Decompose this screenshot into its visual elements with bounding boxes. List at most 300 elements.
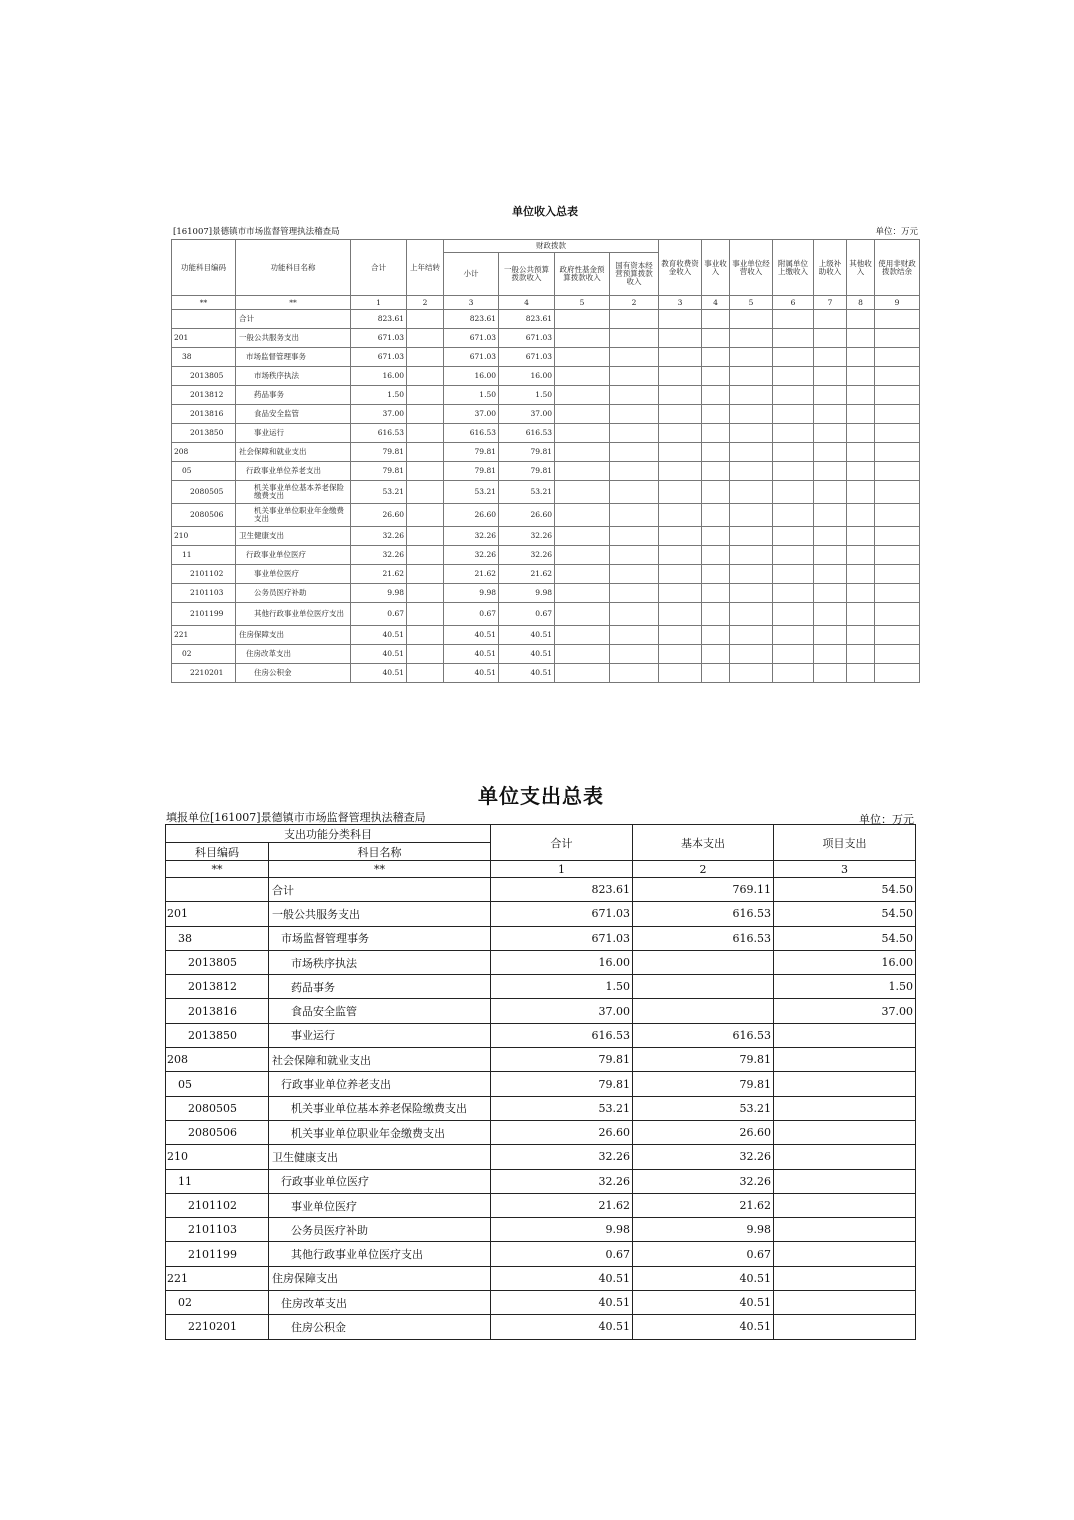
income-empty-cell <box>814 527 847 546</box>
expense-basic-cell <box>633 975 774 999</box>
expense-basic-cell: 26.60 <box>633 1120 774 1144</box>
expense-name-cell: 住房公积金 <box>269 1315 491 1339</box>
income-general-budget-cell: 16.00 <box>499 367 555 386</box>
income-subtotal-cell: 671.03 <box>444 348 499 367</box>
income-index-cell: 7 <box>814 296 847 310</box>
income-header-edu-fee: 教育收费资金收入 <box>659 240 702 296</box>
income-empty-cell <box>730 527 773 546</box>
expense-index-cell: 2 <box>633 861 774 878</box>
expense-basic-cell <box>633 950 774 974</box>
income-header-non-tax: 使用非财政拨款结余 <box>875 240 920 296</box>
expense-project-cell <box>774 1096 916 1120</box>
income-general-budget-cell: 671.03 <box>499 348 555 367</box>
income-table <box>171 239 920 683</box>
income-total-cell: 40.51 <box>351 664 407 683</box>
expense-total-cell: 671.03 <box>491 902 633 926</box>
income-empty-cell <box>773 462 814 481</box>
income-general-budget-cell: 671.03 <box>499 329 555 348</box>
income-empty-cell <box>555 329 610 348</box>
expense-name-cell: 公务员医疗补助 <box>269 1218 491 1242</box>
income-empty-cell <box>847 664 875 683</box>
income-carryover-cell <box>407 405 444 424</box>
income-empty-cell <box>814 405 847 424</box>
income-empty-cell <box>702 443 730 462</box>
income-empty-cell <box>610 546 659 565</box>
income-table-row <box>172 645 920 664</box>
income-empty-cell <box>847 481 875 504</box>
income-table-row <box>172 626 920 645</box>
expense-total-cell: 0.67 <box>491 1242 633 1266</box>
income-empty-cell <box>702 424 730 443</box>
expense-table-title: 单位支出总表 <box>478 784 604 808</box>
income-index-cell: 5 <box>555 296 610 310</box>
expense-table-row <box>166 975 916 999</box>
income-empty-cell <box>659 565 702 584</box>
income-total-cell: 16.00 <box>351 367 407 386</box>
income-subtotal-cell: 1.50 <box>444 386 499 405</box>
expense-code-cell: 2013812 <box>166 975 269 999</box>
income-empty-cell <box>814 603 847 626</box>
income-name-cell: 行政事业单位养老支出 <box>236 462 351 481</box>
income-empty-cell <box>773 664 814 683</box>
income-table-row <box>172 386 920 405</box>
income-empty-cell <box>773 546 814 565</box>
income-name-cell: 食品安全监管 <box>236 405 351 424</box>
income-subtotal-cell: 40.51 <box>444 645 499 664</box>
expense-total-cell: 32.26 <box>491 1169 633 1193</box>
income-subtotal-cell: 32.26 <box>444 546 499 565</box>
income-table-row <box>172 603 920 626</box>
income-empty-cell <box>610 664 659 683</box>
expense-table-row <box>166 1096 916 1120</box>
expense-total-cell: 40.51 <box>491 1266 633 1290</box>
income-subtotal-cell: 37.00 <box>444 405 499 424</box>
income-total-cell: 823.61 <box>351 310 407 329</box>
income-subtotal-cell: 40.51 <box>444 664 499 683</box>
expense-total-cell: 40.51 <box>491 1315 633 1339</box>
expense-code-cell: 2080505 <box>166 1096 269 1120</box>
income-index-cell: 5 <box>730 296 773 310</box>
income-table-row <box>172 504 920 527</box>
expense-basic-cell: 616.53 <box>633 1023 774 1047</box>
expense-total-cell: 37.00 <box>491 999 633 1023</box>
expense-name-cell: 行政事业单位养老支出 <box>269 1072 491 1096</box>
income-index-cell: ** <box>236 296 351 310</box>
expense-basic-cell: 21.62 <box>633 1193 774 1217</box>
expense-project-cell <box>774 1048 916 1072</box>
income-empty-cell <box>875 603 920 626</box>
income-empty-cell <box>610 367 659 386</box>
income-empty-cell <box>659 645 702 664</box>
income-carryover-cell <box>407 329 444 348</box>
income-index-cell: 4 <box>702 296 730 310</box>
income-empty-cell <box>555 584 610 603</box>
income-empty-cell <box>702 504 730 527</box>
income-table-unit-label: 单位：万元 <box>875 227 918 237</box>
income-empty-cell <box>814 424 847 443</box>
expense-table-row <box>166 902 916 926</box>
income-empty-cell <box>702 348 730 367</box>
income-table-row <box>172 462 920 481</box>
expense-table <box>165 824 916 1340</box>
expense-total-cell: 9.98 <box>491 1218 633 1242</box>
expense-project-cell <box>774 1193 916 1217</box>
expense-table-row <box>166 1218 916 1242</box>
income-empty-cell <box>659 481 702 504</box>
expense-total-cell: 823.61 <box>491 878 633 902</box>
income-table-row <box>172 405 920 424</box>
income-empty-cell <box>875 584 920 603</box>
income-header-other: 其他收入 <box>847 240 875 296</box>
income-table-title: 单位收入总表 <box>512 205 578 218</box>
income-code-cell: 2013816 <box>172 405 236 424</box>
expense-name-cell: 市场秩序执法 <box>269 950 491 974</box>
expense-project-cell <box>774 1315 916 1339</box>
income-empty-cell <box>847 443 875 462</box>
income-empty-cell <box>610 603 659 626</box>
income-subtotal-cell: 0.67 <box>444 603 499 626</box>
income-empty-cell <box>610 329 659 348</box>
income-empty-cell <box>773 481 814 504</box>
income-name-cell: 住房保障支出 <box>236 626 351 645</box>
income-empty-cell <box>847 645 875 664</box>
income-empty-cell <box>659 348 702 367</box>
income-empty-cell <box>555 310 610 329</box>
income-carryover-cell <box>407 626 444 645</box>
income-empty-cell <box>702 367 730 386</box>
income-empty-cell <box>814 310 847 329</box>
income-empty-cell <box>847 310 875 329</box>
income-header-total: 合计 <box>351 240 407 296</box>
income-empty-cell <box>773 504 814 527</box>
income-code-cell: 11 <box>172 546 236 565</box>
income-carryover-cell <box>407 504 444 527</box>
income-table-row <box>172 481 920 504</box>
expense-table-row <box>166 1048 916 1072</box>
income-subtotal-cell: 79.81 <box>444 443 499 462</box>
income-empty-cell <box>659 367 702 386</box>
income-empty-cell <box>702 386 730 405</box>
income-index-cell: 6 <box>773 296 814 310</box>
income-empty-cell <box>847 386 875 405</box>
income-empty-cell <box>847 424 875 443</box>
income-header-general-budget: 一般公共预算拨款收入 <box>499 253 555 296</box>
expense-code-cell: 05 <box>166 1072 269 1096</box>
expense-table-row <box>166 1023 916 1047</box>
expense-name-cell: 食品安全监管 <box>269 999 491 1023</box>
income-table-row <box>172 348 920 367</box>
expense-basic-cell: 79.81 <box>633 1072 774 1096</box>
income-empty-cell <box>659 527 702 546</box>
income-code-cell: 2101102 <box>172 565 236 584</box>
income-empty-cell <box>814 462 847 481</box>
income-subtotal-cell: 53.21 <box>444 481 499 504</box>
expense-table-row <box>166 1242 916 1266</box>
expense-index-cell: ** <box>269 861 491 878</box>
income-empty-cell <box>730 443 773 462</box>
income-empty-cell <box>702 626 730 645</box>
expense-basic-cell: 40.51 <box>633 1291 774 1315</box>
income-empty-cell <box>773 527 814 546</box>
income-empty-cell <box>847 584 875 603</box>
expense-total-cell: 32.26 <box>491 1145 633 1169</box>
expense-total-cell: 53.21 <box>491 1096 633 1120</box>
expense-project-cell <box>774 1072 916 1096</box>
income-empty-cell <box>730 348 773 367</box>
income-index-cell: 4 <box>499 296 555 310</box>
income-code-cell: 2080505 <box>172 481 236 504</box>
expense-table-row <box>166 1193 916 1217</box>
income-empty-cell <box>555 367 610 386</box>
expense-total-cell: 40.51 <box>491 1291 633 1315</box>
income-empty-cell <box>555 424 610 443</box>
income-subtotal-cell: 616.53 <box>444 424 499 443</box>
income-empty-cell <box>659 664 702 683</box>
income-empty-cell <box>814 664 847 683</box>
income-code-cell: 2013850 <box>172 424 236 443</box>
income-table-row <box>172 527 920 546</box>
expense-code-cell: 201 <box>166 902 269 926</box>
income-total-cell: 32.26 <box>351 527 407 546</box>
income-carryover-cell <box>407 462 444 481</box>
income-empty-cell <box>875 329 920 348</box>
income-empty-cell <box>702 462 730 481</box>
income-code-cell: 2013812 <box>172 386 236 405</box>
income-header-gov-fund: 政府性基金预算拨款收入 <box>555 253 610 296</box>
income-empty-cell <box>610 443 659 462</box>
income-table-row <box>172 310 920 329</box>
expense-name-cell: 行政事业单位医疗 <box>269 1169 491 1193</box>
income-index-cell: 2 <box>610 296 659 310</box>
expense-name-cell: 事业运行 <box>269 1023 491 1047</box>
income-empty-cell <box>773 386 814 405</box>
income-general-budget-cell: 823.61 <box>499 310 555 329</box>
income-carryover-cell <box>407 348 444 367</box>
income-empty-cell <box>730 405 773 424</box>
expense-basic-cell: 53.21 <box>633 1096 774 1120</box>
expense-code-cell: 221 <box>166 1266 269 1290</box>
expense-table-row <box>166 926 916 950</box>
income-name-cell: 卫生健康支出 <box>236 527 351 546</box>
income-general-budget-cell: 616.53 <box>499 424 555 443</box>
expense-header-name: 科目名称 <box>269 843 491 861</box>
expense-header-total: 合计 <box>491 825 633 861</box>
income-header-fiscal-group: 财政拨款 <box>444 240 659 253</box>
income-general-budget-cell: 40.51 <box>499 664 555 683</box>
income-total-cell: 0.67 <box>351 603 407 626</box>
income-empty-cell <box>659 329 702 348</box>
expense-project-cell <box>774 1242 916 1266</box>
income-header-affiliated: 附属单位上缴收入 <box>773 240 814 296</box>
income-empty-cell <box>555 527 610 546</box>
expense-total-cell: 21.62 <box>491 1193 633 1217</box>
expense-project-cell <box>774 1023 916 1047</box>
income-empty-cell <box>875 565 920 584</box>
income-empty-cell <box>773 584 814 603</box>
expense-name-cell: 其他行政事业单位医疗支出 <box>269 1242 491 1266</box>
income-general-budget-cell: 40.51 <box>499 645 555 664</box>
income-carryover-cell <box>407 645 444 664</box>
income-empty-cell <box>610 645 659 664</box>
income-code-cell: 2210201 <box>172 664 236 683</box>
income-empty-cell <box>659 504 702 527</box>
income-header-code: 功能科目编码 <box>172 240 236 296</box>
income-total-cell: 671.03 <box>351 348 407 367</box>
income-empty-cell <box>814 348 847 367</box>
income-empty-cell <box>555 348 610 367</box>
income-carryover-cell <box>407 481 444 504</box>
expense-index-cell: ** <box>166 861 269 878</box>
expense-table-row <box>166 950 916 974</box>
income-empty-cell <box>847 504 875 527</box>
income-name-cell: 公务员医疗补助 <box>236 584 351 603</box>
income-empty-cell <box>555 546 610 565</box>
expense-basic-cell <box>633 999 774 1023</box>
income-empty-cell <box>555 565 610 584</box>
income-name-cell: 事业运行 <box>236 424 351 443</box>
income-code-cell: 2080506 <box>172 504 236 527</box>
income-code-cell: 38 <box>172 348 236 367</box>
income-empty-cell <box>610 424 659 443</box>
expense-basic-cell: 616.53 <box>633 902 774 926</box>
income-empty-cell <box>659 584 702 603</box>
income-empty-cell <box>875 310 920 329</box>
income-empty-cell <box>702 603 730 626</box>
income-name-cell: 市场监督管理事务 <box>236 348 351 367</box>
income-empty-cell <box>610 626 659 645</box>
income-empty-cell <box>659 546 702 565</box>
income-empty-cell <box>610 462 659 481</box>
income-total-cell: 40.51 <box>351 645 407 664</box>
income-general-budget-cell: 26.60 <box>499 504 555 527</box>
expense-code-cell: 2013816 <box>166 999 269 1023</box>
income-carryover-cell <box>407 424 444 443</box>
income-empty-cell <box>555 443 610 462</box>
income-general-budget-cell: 1.50 <box>499 386 555 405</box>
income-header-state-capital: 国有资本经营预算拨款收入 <box>610 253 659 296</box>
income-code-cell: 201 <box>172 329 236 348</box>
income-total-cell: 21.62 <box>351 565 407 584</box>
income-empty-cell <box>814 584 847 603</box>
income-empty-cell <box>875 645 920 664</box>
income-empty-cell <box>555 626 610 645</box>
income-general-budget-cell: 40.51 <box>499 626 555 645</box>
expense-project-cell <box>774 1145 916 1169</box>
income-empty-cell <box>730 367 773 386</box>
income-empty-cell <box>555 481 610 504</box>
income-empty-cell <box>702 329 730 348</box>
income-empty-cell <box>730 664 773 683</box>
income-empty-cell <box>730 310 773 329</box>
income-subtotal-cell: 823.61 <box>444 310 499 329</box>
expense-project-cell <box>774 1218 916 1242</box>
income-subtotal-cell: 26.60 <box>444 504 499 527</box>
income-empty-cell <box>847 348 875 367</box>
expense-name-cell: 合计 <box>269 878 491 902</box>
income-subtotal-cell: 79.81 <box>444 462 499 481</box>
income-total-cell: 37.00 <box>351 405 407 424</box>
income-empty-cell <box>610 310 659 329</box>
income-empty-cell <box>555 386 610 405</box>
expense-table-row <box>166 999 916 1023</box>
income-name-cell: 住房公积金 <box>236 664 351 683</box>
income-general-budget-cell: 79.81 <box>499 443 555 462</box>
income-name-cell: 行政事业单位医疗 <box>236 546 351 565</box>
income-header-business: 事业收入 <box>702 240 730 296</box>
expense-code-cell <box>166 878 269 902</box>
expense-table-row <box>166 1169 916 1193</box>
income-general-budget-cell: 21.62 <box>499 565 555 584</box>
income-carryover-cell <box>407 565 444 584</box>
income-empty-cell <box>773 443 814 462</box>
income-empty-cell <box>730 481 773 504</box>
income-empty-cell <box>555 603 610 626</box>
income-empty-cell <box>814 565 847 584</box>
income-header-subtotal: 小计 <box>444 253 499 296</box>
expense-basic-cell: 769.11 <box>633 878 774 902</box>
income-header-superior: 上级补助收入 <box>814 240 847 296</box>
income-empty-cell <box>659 443 702 462</box>
income-index-cell: 8 <box>847 296 875 310</box>
income-table-row <box>172 664 920 683</box>
income-name-cell: 其他行政事业单位医疗支出 <box>236 603 351 626</box>
expense-table-unit-label: 单位：万元 <box>859 813 914 826</box>
expense-code-cell: 2101103 <box>166 1218 269 1242</box>
expense-code-cell: 38 <box>166 926 269 950</box>
income-total-cell: 671.03 <box>351 329 407 348</box>
income-empty-cell <box>730 504 773 527</box>
expense-header-group: 支出功能分类科目 <box>166 825 491 843</box>
expense-name-cell: 卫生健康支出 <box>269 1145 491 1169</box>
expense-total-cell: 79.81 <box>491 1072 633 1096</box>
income-empty-cell <box>610 405 659 424</box>
expense-index-cell: 1 <box>491 861 633 878</box>
income-code-cell: 2101103 <box>172 584 236 603</box>
income-name-cell: 市场秩序执法 <box>236 367 351 386</box>
expense-project-cell <box>774 1266 916 1290</box>
expense-table-row <box>166 1120 916 1144</box>
income-empty-cell <box>610 504 659 527</box>
income-empty-cell <box>610 584 659 603</box>
income-code-cell <box>172 310 236 329</box>
expense-name-cell: 住房改革支出 <box>269 1291 491 1315</box>
income-empty-cell <box>773 367 814 386</box>
expense-code-cell: 210 <box>166 1145 269 1169</box>
income-empty-cell <box>875 664 920 683</box>
expense-name-cell: 市场监督管理事务 <box>269 926 491 950</box>
income-empty-cell <box>659 626 702 645</box>
income-empty-cell <box>875 424 920 443</box>
income-empty-cell <box>730 546 773 565</box>
income-general-budget-cell: 53.21 <box>499 481 555 504</box>
expense-basic-cell: 32.26 <box>633 1145 774 1169</box>
income-index-cell: 1 <box>351 296 407 310</box>
expense-basic-cell: 79.81 <box>633 1048 774 1072</box>
income-carryover-cell <box>407 386 444 405</box>
income-empty-cell <box>814 481 847 504</box>
income-subtotal-cell: 21.62 <box>444 565 499 584</box>
income-name-cell: 住房改革支出 <box>236 645 351 664</box>
income-empty-cell <box>702 405 730 424</box>
income-empty-cell <box>875 348 920 367</box>
expense-basic-cell: 40.51 <box>633 1315 774 1339</box>
expense-name-cell: 社会保障和就业支出 <box>269 1048 491 1072</box>
expense-total-cell: 671.03 <box>491 926 633 950</box>
income-general-budget-cell: 0.67 <box>499 603 555 626</box>
income-empty-cell <box>847 565 875 584</box>
income-empty-cell <box>847 329 875 348</box>
expense-code-cell: 2101199 <box>166 1242 269 1266</box>
